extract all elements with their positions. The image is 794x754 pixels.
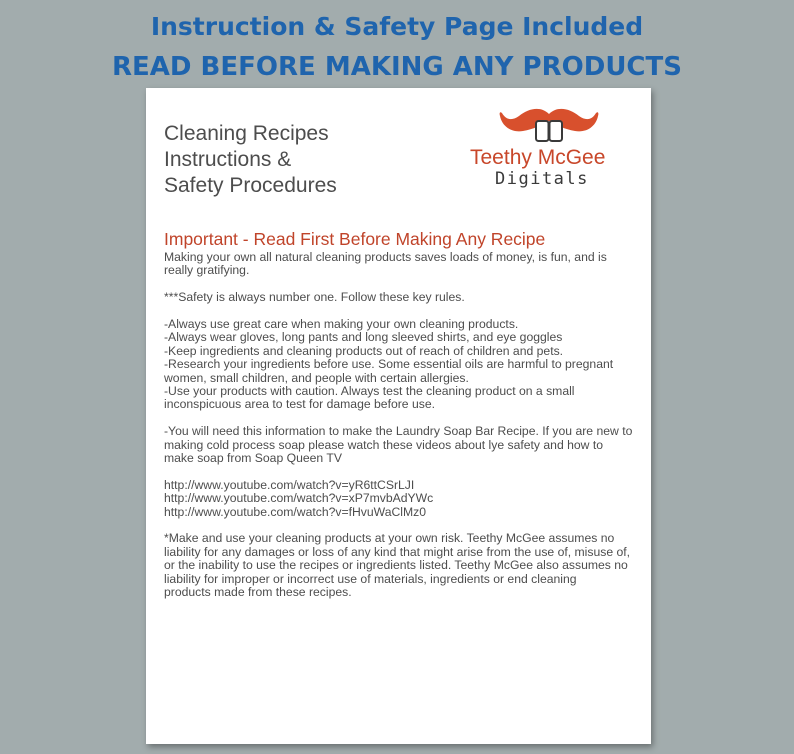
section-heading: Important - Read First Before Making Any Recipe: [164, 229, 546, 249]
text-line: make soap from Soap Queen TV: [164, 451, 342, 466]
rule-item: -Research your ingredients before use. Some essential oils are harmful to pregnant: [164, 357, 614, 372]
text-line: liability for any damages or loss of any kind that might arise from the use of, misuse of,: [164, 544, 631, 559]
video-link: http://www.youtube.com/watch?v=fHvuWaClMz0: [164, 504, 427, 519]
banner-subtitle: READ BEFORE MAKING ANY PRODUCTS: [112, 52, 682, 82]
rule-item: inconspicuous area to test for damage before use.: [164, 397, 435, 412]
rule-item: -Use your products with caution. Always test the cleaning product on a small: [164, 384, 575, 399]
text-line: making cold process soap please watch these videos about lye safety and how to: [164, 437, 604, 452]
mustache-teeth-icon: [499, 104, 599, 152]
brand-logo: [462, 102, 622, 192]
brand-subtitle: Digitals: [495, 169, 589, 189]
text-line: Making your own all natural cleaning products saves loads of money, is fun, and is: [164, 250, 607, 264]
video-link: http://www.youtube.com/watch?v=xP7mvbAdYWc: [164, 491, 434, 506]
rule-item: -Keep ingredients and cleaning products out of reach of children and pets.: [164, 343, 564, 358]
rule-item: -Always use great care when making your own cleaning products.: [164, 317, 519, 331]
video-link: http://www.youtube.com/watch?v=yR6ttCSrLJI: [164, 477, 415, 492]
document-title: [164, 121, 337, 199]
rule-item: -Always wear gloves, long pants and long sleeved shirts, and eye goggles: [164, 330, 563, 345]
brand-name: Teethy McGee: [470, 146, 606, 169]
disclaimer-paragraph: [164, 532, 634, 599]
text-line: -You will need this information to make the Laundry Soap Bar Recipe. If you are new to: [164, 424, 633, 439]
text-line: ***Safety is always number one. Follow these key rules.: [164, 290, 465, 305]
text-line: *Make and use your cleaning products at your own risk. Teethy McGee assumes no: [164, 531, 615, 546]
document-page: [146, 88, 651, 744]
video-links: [164, 479, 634, 519]
rule-item: women, small children, and people with certain allergies.: [164, 370, 469, 385]
document-title-line: Safety Procedures: [164, 174, 337, 197]
text-line: liability for improper or incorrect use of materials, ingredients or end cleaning: [164, 571, 577, 586]
safety-paragraph: [164, 291, 634, 304]
rules-list: [164, 318, 634, 412]
document-title-line: Instructions &: [164, 148, 292, 171]
text-line: really gratifying.: [164, 263, 250, 278]
document-title-line: Cleaning Recipes: [164, 122, 329, 145]
text-line: or the inability to use the recipes or ingredients listed. Teethy McGee also assumes no: [164, 558, 628, 573]
body-text: [164, 251, 634, 613]
text-line: products made from these recipes.: [164, 585, 352, 600]
soap-paragraph: [164, 425, 634, 465]
intro-paragraph: [164, 251, 634, 278]
banner-title: Instruction & Safety Page Included: [150, 12, 644, 41]
